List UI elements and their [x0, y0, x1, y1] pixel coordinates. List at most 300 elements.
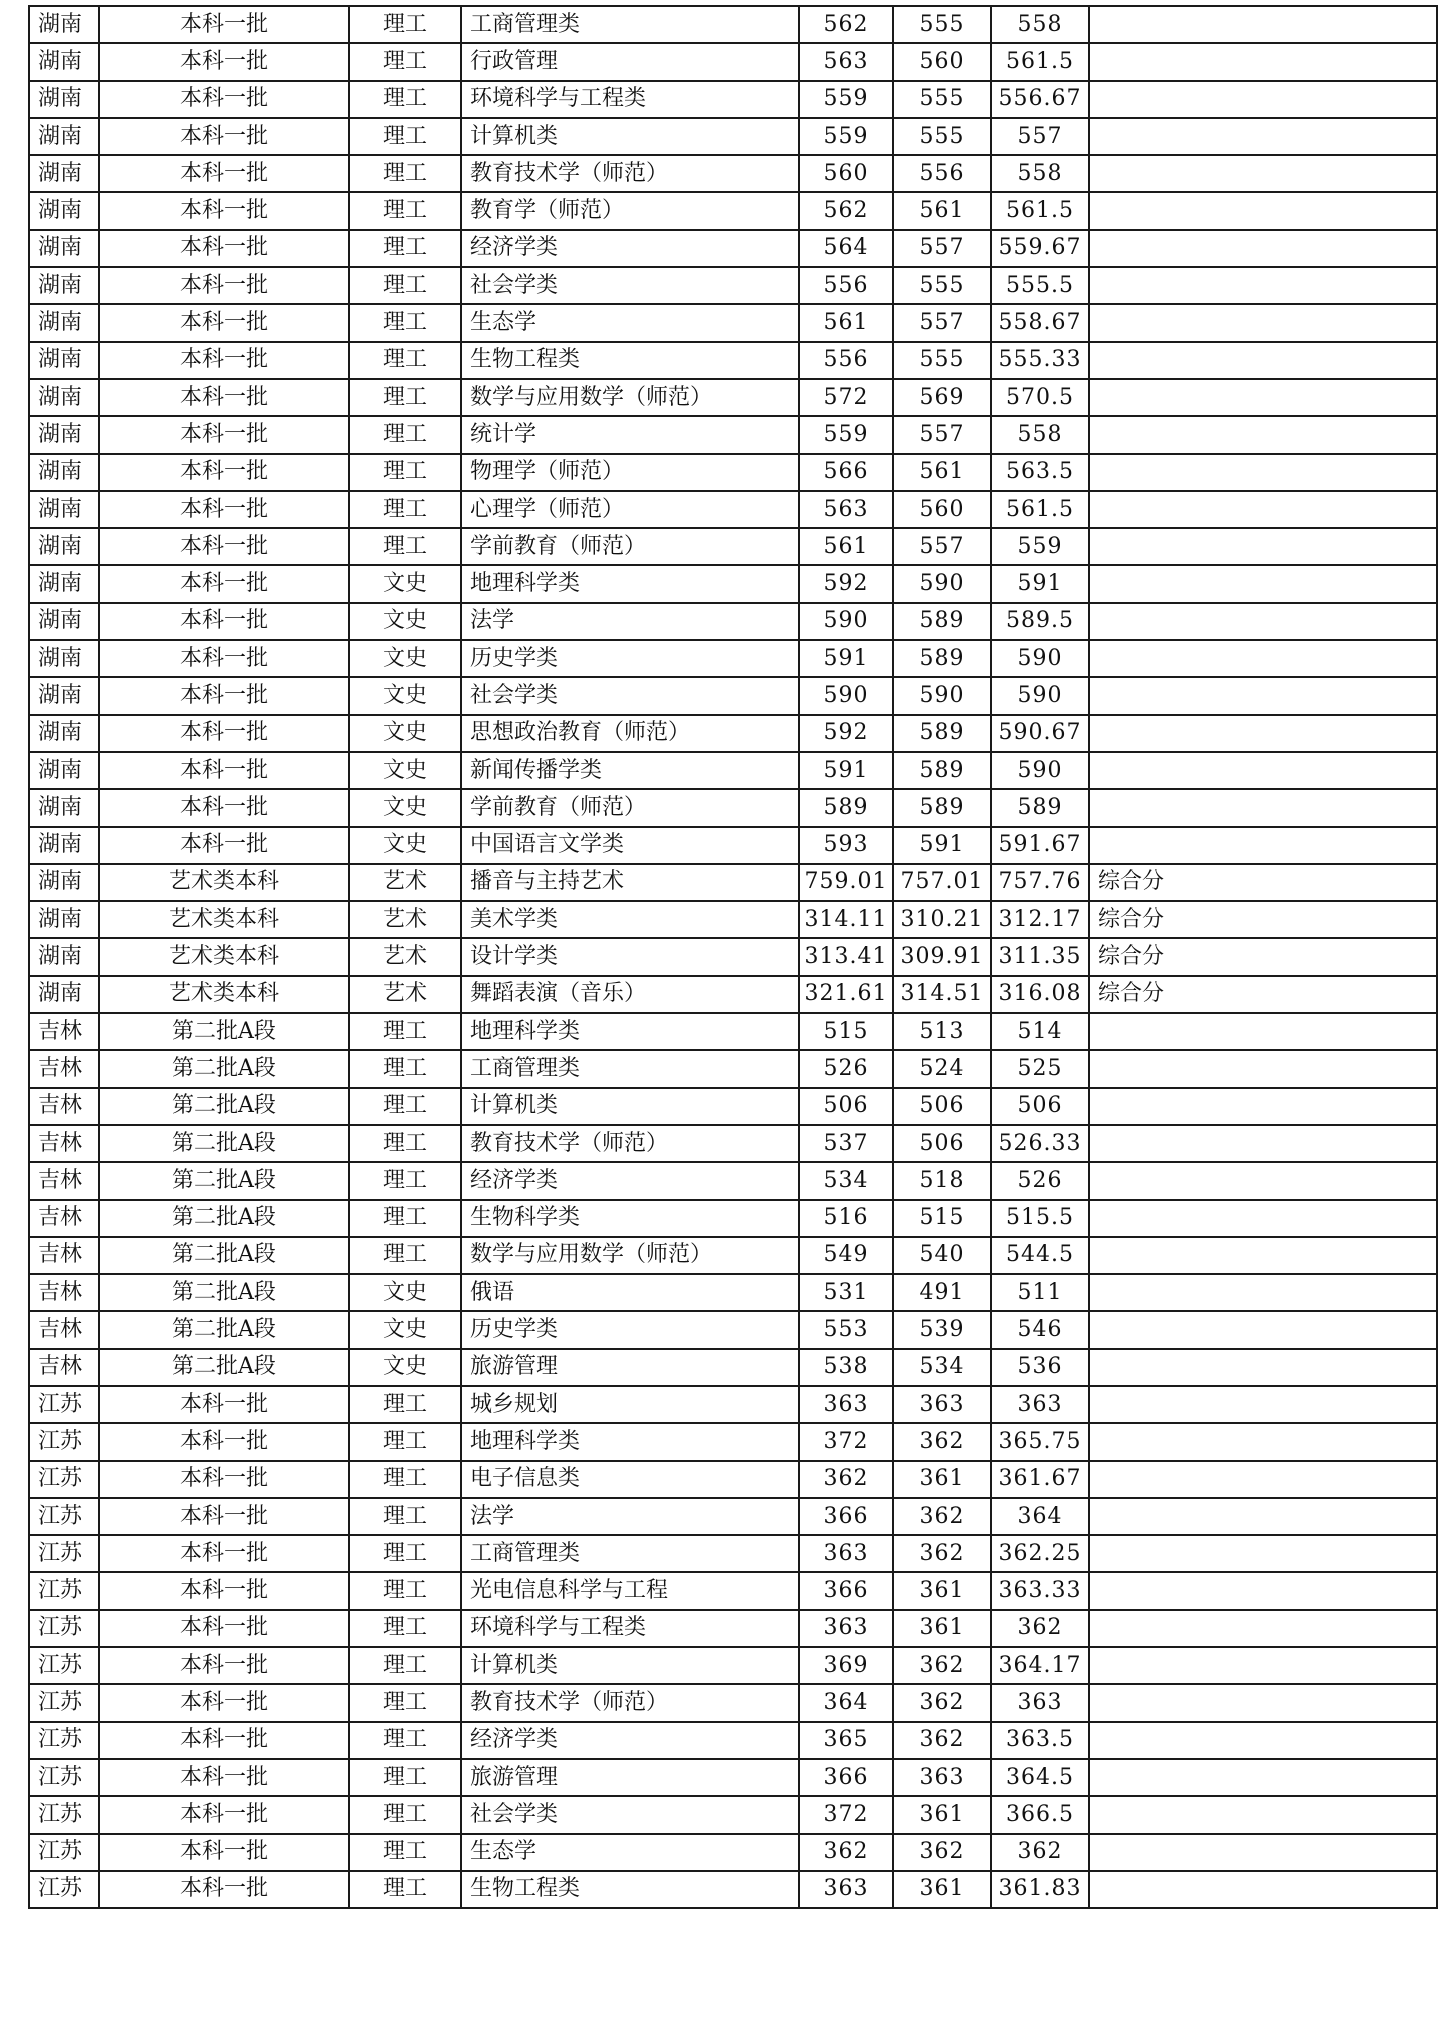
min-score-cell: 590 [893, 565, 991, 602]
avg-score-cell: 312.17 [991, 901, 1089, 938]
note-cell [1089, 155, 1437, 192]
note-cell [1089, 454, 1437, 491]
note-cell [1089, 416, 1437, 453]
max-score-cell: 564 [799, 230, 893, 267]
table-row [29, 528, 1437, 565]
category-cell: 理工 [349, 81, 461, 118]
max-score-cell: 362 [799, 1834, 893, 1871]
min-score-cell: 589 [893, 789, 991, 826]
batch-cell: 艺术类本科 [99, 901, 349, 938]
batch-cell: 本科一批 [99, 342, 349, 379]
table-row [29, 1498, 1437, 1535]
note-cell [1089, 342, 1437, 379]
major-cell: 环境科学与工程类 [461, 81, 799, 118]
avg-score-cell: 589.5 [991, 603, 1089, 640]
max-score-cell: 363 [799, 1610, 893, 1647]
table-row [29, 864, 1437, 901]
major-cell: 教育技术学（师范） [461, 1125, 799, 1162]
avg-score-cell: 558.67 [991, 304, 1089, 341]
category-cell: 理工 [349, 192, 461, 229]
province-cell: 吉林 [29, 1311, 99, 1348]
province-cell: 湖南 [29, 640, 99, 677]
avg-score-cell: 558 [991, 155, 1089, 192]
note-cell [1089, 640, 1437, 677]
avg-score-cell: 363.33 [991, 1572, 1089, 1609]
max-score-cell: 562 [799, 192, 893, 229]
category-cell: 理工 [349, 1088, 461, 1125]
category-cell: 理工 [349, 379, 461, 416]
category-cell: 理工 [349, 528, 461, 565]
note-cell [1089, 1871, 1437, 1908]
province-cell: 湖南 [29, 976, 99, 1013]
avg-score-cell: 590 [991, 752, 1089, 789]
max-score-cell: 590 [799, 603, 893, 640]
category-cell: 理工 [349, 1722, 461, 1759]
max-score-cell: 563 [799, 43, 893, 80]
min-score-cell: 363 [893, 1386, 991, 1423]
category-cell: 文史 [349, 789, 461, 826]
max-score-cell: 314.11 [799, 901, 893, 938]
province-cell: 江苏 [29, 1759, 99, 1796]
table-row [29, 1050, 1437, 1087]
min-score-cell: 362 [893, 1647, 991, 1684]
max-score-cell: 556 [799, 342, 893, 379]
note-cell: 综合分 [1089, 938, 1437, 975]
note-cell [1089, 565, 1437, 602]
table-row [29, 6, 1437, 43]
category-cell: 文史 [349, 565, 461, 602]
max-score-cell: 363 [799, 1535, 893, 1572]
batch-cell: 本科一批 [99, 416, 349, 453]
avg-score-cell: 364 [991, 1498, 1089, 1535]
max-score-cell: 534 [799, 1162, 893, 1199]
note-cell [1089, 1647, 1437, 1684]
major-cell: 地理科学类 [461, 1423, 799, 1460]
min-score-cell: 560 [893, 491, 991, 528]
province-cell: 江苏 [29, 1461, 99, 1498]
note-cell [1089, 1386, 1437, 1423]
avg-score-cell: 544.5 [991, 1237, 1089, 1274]
note-cell [1089, 1572, 1437, 1609]
max-score-cell: 366 [799, 1572, 893, 1609]
province-cell: 湖南 [29, 342, 99, 379]
batch-cell: 本科一批 [99, 1423, 349, 1460]
table-row [29, 118, 1437, 155]
max-score-cell: 559 [799, 416, 893, 453]
major-cell: 经济学类 [461, 1722, 799, 1759]
min-score-cell: 589 [893, 640, 991, 677]
min-score-cell: 757.01 [893, 864, 991, 901]
province-cell: 江苏 [29, 1684, 99, 1721]
note-cell [1089, 1722, 1437, 1759]
batch-cell: 第二批A段 [99, 1200, 349, 1237]
avg-score-cell: 559.67 [991, 230, 1089, 267]
category-cell: 艺术 [349, 901, 461, 938]
province-cell: 湖南 [29, 603, 99, 640]
min-score-cell: 540 [893, 1237, 991, 1274]
major-cell: 教育学（师范） [461, 192, 799, 229]
batch-cell: 本科一批 [99, 81, 349, 118]
province-cell: 湖南 [29, 155, 99, 192]
batch-cell: 艺术类本科 [99, 938, 349, 975]
major-cell: 法学 [461, 603, 799, 640]
min-score-cell: 361 [893, 1796, 991, 1833]
table-row [29, 677, 1437, 714]
note-cell [1089, 379, 1437, 416]
min-score-cell: 362 [893, 1684, 991, 1721]
category-cell: 理工 [349, 1684, 461, 1721]
min-score-cell: 560 [893, 43, 991, 80]
batch-cell: 第二批A段 [99, 1125, 349, 1162]
min-score-cell: 491 [893, 1274, 991, 1311]
table-row [29, 1274, 1437, 1311]
min-score-cell: 362 [893, 1834, 991, 1871]
batch-cell: 本科一批 [99, 491, 349, 528]
max-score-cell: 362 [799, 1461, 893, 1498]
avg-score-cell: 557 [991, 118, 1089, 155]
max-score-cell: 506 [799, 1088, 893, 1125]
batch-cell: 本科一批 [99, 1684, 349, 1721]
min-score-cell: 314.51 [893, 976, 991, 1013]
batch-cell: 本科一批 [99, 528, 349, 565]
category-cell: 理工 [349, 1013, 461, 1050]
min-score-cell: 362 [893, 1722, 991, 1759]
province-cell: 湖南 [29, 789, 99, 826]
major-cell: 旅游管理 [461, 1349, 799, 1386]
province-cell: 湖南 [29, 677, 99, 714]
table-row [29, 1610, 1437, 1647]
table-row [29, 267, 1437, 304]
province-cell: 湖南 [29, 267, 99, 304]
min-score-cell: 555 [893, 6, 991, 43]
category-cell: 理工 [349, 1834, 461, 1871]
province-cell: 江苏 [29, 1610, 99, 1647]
batch-cell: 第二批A段 [99, 1050, 349, 1087]
table-row [29, 1535, 1437, 1572]
table-row [29, 304, 1437, 341]
major-cell: 生物科学类 [461, 1200, 799, 1237]
avg-score-cell: 561.5 [991, 491, 1089, 528]
province-cell: 湖南 [29, 43, 99, 80]
batch-cell: 本科一批 [99, 118, 349, 155]
batch-cell: 本科一批 [99, 1498, 349, 1535]
batch-cell: 本科一批 [99, 1834, 349, 1871]
min-score-cell: 555 [893, 267, 991, 304]
batch-cell: 本科一批 [99, 379, 349, 416]
min-score-cell: 557 [893, 416, 991, 453]
min-score-cell: 362 [893, 1498, 991, 1535]
note-cell [1089, 118, 1437, 155]
max-score-cell: 366 [799, 1759, 893, 1796]
table-row [29, 976, 1437, 1013]
batch-cell: 本科一批 [99, 1759, 349, 1796]
category-cell: 理工 [349, 1162, 461, 1199]
table-row [29, 1423, 1437, 1460]
table-row [29, 1311, 1437, 1348]
batch-cell: 本科一批 [99, 1610, 349, 1647]
max-score-cell: 549 [799, 1237, 893, 1274]
category-cell: 文史 [349, 715, 461, 752]
avg-score-cell: 558 [991, 6, 1089, 43]
category-cell: 艺术 [349, 864, 461, 901]
province-cell: 湖南 [29, 752, 99, 789]
table-body [29, 6, 1437, 1908]
table-row [29, 1572, 1437, 1609]
note-cell [1089, 789, 1437, 826]
note-cell [1089, 603, 1437, 640]
note-cell [1089, 715, 1437, 752]
category-cell: 理工 [349, 1461, 461, 1498]
min-score-cell: 556 [893, 155, 991, 192]
table-row [29, 1759, 1437, 1796]
category-cell: 文史 [349, 1274, 461, 1311]
max-score-cell: 516 [799, 1200, 893, 1237]
min-score-cell: 569 [893, 379, 991, 416]
avg-score-cell: 555.33 [991, 342, 1089, 379]
major-cell: 教育技术学（师范） [461, 1684, 799, 1721]
major-cell: 计算机类 [461, 118, 799, 155]
category-cell: 理工 [349, 230, 461, 267]
category-cell: 理工 [349, 416, 461, 453]
max-score-cell: 556 [799, 267, 893, 304]
max-score-cell: 515 [799, 1013, 893, 1050]
max-score-cell: 759.01 [799, 864, 893, 901]
note-cell [1089, 1311, 1437, 1348]
batch-cell: 第二批A段 [99, 1274, 349, 1311]
min-score-cell: 506 [893, 1125, 991, 1162]
category-cell: 艺术 [349, 976, 461, 1013]
major-cell: 思想政治教育（师范） [461, 715, 799, 752]
category-cell: 理工 [349, 342, 461, 379]
max-score-cell: 366 [799, 1498, 893, 1535]
table-row [29, 565, 1437, 602]
province-cell: 湖南 [29, 416, 99, 453]
avg-score-cell: 363 [991, 1684, 1089, 1721]
major-cell: 统计学 [461, 416, 799, 453]
batch-cell: 本科一批 [99, 1461, 349, 1498]
batch-cell: 本科一批 [99, 6, 349, 43]
category-cell: 文史 [349, 640, 461, 677]
major-cell: 工商管理类 [461, 6, 799, 43]
avg-score-cell: 514 [991, 1013, 1089, 1050]
category-cell: 理工 [349, 1200, 461, 1237]
avg-score-cell: 555.5 [991, 267, 1089, 304]
note-cell: 综合分 [1089, 864, 1437, 901]
note-cell [1089, 1349, 1437, 1386]
avg-score-cell: 511 [991, 1274, 1089, 1311]
category-cell: 文史 [349, 827, 461, 864]
min-score-cell: 518 [893, 1162, 991, 1199]
avg-score-cell: 311.35 [991, 938, 1089, 975]
min-score-cell: 361 [893, 1572, 991, 1609]
table-row [29, 901, 1437, 938]
major-cell: 法学 [461, 1498, 799, 1535]
category-cell: 理工 [349, 267, 461, 304]
table-row [29, 230, 1437, 267]
province-cell: 江苏 [29, 1498, 99, 1535]
min-score-cell: 362 [893, 1535, 991, 1572]
batch-cell: 本科一批 [99, 603, 349, 640]
note-cell [1089, 1088, 1437, 1125]
avg-score-cell: 361.67 [991, 1461, 1089, 1498]
major-cell: 舞蹈表演（音乐） [461, 976, 799, 1013]
note-cell [1089, 827, 1437, 864]
table-row [29, 43, 1437, 80]
province-cell: 江苏 [29, 1572, 99, 1609]
category-cell: 文史 [349, 752, 461, 789]
max-score-cell: 537 [799, 1125, 893, 1162]
note-cell [1089, 230, 1437, 267]
note-cell [1089, 81, 1437, 118]
max-score-cell: 562 [799, 6, 893, 43]
table-row [29, 491, 1437, 528]
table-row [29, 938, 1437, 975]
avg-score-cell: 561.5 [991, 192, 1089, 229]
note-cell: 综合分 [1089, 901, 1437, 938]
batch-cell: 本科一批 [99, 43, 349, 80]
note-cell [1089, 304, 1437, 341]
batch-cell: 第二批A段 [99, 1013, 349, 1050]
min-score-cell: 524 [893, 1050, 991, 1087]
table-row [29, 752, 1437, 789]
table-row [29, 155, 1437, 192]
province-cell: 吉林 [29, 1162, 99, 1199]
avg-score-cell: 570.5 [991, 379, 1089, 416]
province-cell: 江苏 [29, 1423, 99, 1460]
min-score-cell: 557 [893, 304, 991, 341]
max-score-cell: 363 [799, 1386, 893, 1423]
batch-cell: 本科一批 [99, 304, 349, 341]
batch-cell: 本科一批 [99, 155, 349, 192]
note-cell [1089, 1274, 1437, 1311]
avg-score-cell: 590.67 [991, 715, 1089, 752]
max-score-cell: 593 [799, 827, 893, 864]
province-cell: 吉林 [29, 1200, 99, 1237]
avg-score-cell: 526.33 [991, 1125, 1089, 1162]
note-cell [1089, 1834, 1437, 1871]
category-cell: 文史 [349, 1349, 461, 1386]
province-cell: 吉林 [29, 1088, 99, 1125]
note-cell [1089, 1796, 1437, 1833]
batch-cell: 第二批A段 [99, 1237, 349, 1274]
province-cell: 吉林 [29, 1349, 99, 1386]
province-cell: 湖南 [29, 454, 99, 491]
major-cell: 城乡规划 [461, 1386, 799, 1423]
category-cell: 理工 [349, 304, 461, 341]
category-cell: 文史 [349, 677, 461, 714]
min-score-cell: 561 [893, 192, 991, 229]
note-cell [1089, 267, 1437, 304]
major-cell: 数学与应用数学（师范） [461, 379, 799, 416]
avg-score-cell: 526 [991, 1162, 1089, 1199]
major-cell: 行政管理 [461, 43, 799, 80]
batch-cell: 本科一批 [99, 677, 349, 714]
major-cell: 经济学类 [461, 1162, 799, 1199]
table-row [29, 603, 1437, 640]
table-row [29, 342, 1437, 379]
province-cell: 江苏 [29, 1535, 99, 1572]
batch-cell: 艺术类本科 [99, 976, 349, 1013]
province-cell: 吉林 [29, 1274, 99, 1311]
min-score-cell: 361 [893, 1610, 991, 1647]
note-cell [1089, 6, 1437, 43]
category-cell: 理工 [349, 1237, 461, 1274]
max-score-cell: 559 [799, 81, 893, 118]
note-cell [1089, 1535, 1437, 1572]
major-cell: 学前教育（师范） [461, 528, 799, 565]
province-cell: 湖南 [29, 565, 99, 602]
min-score-cell: 513 [893, 1013, 991, 1050]
batch-cell: 本科一批 [99, 1535, 349, 1572]
batch-cell: 本科一批 [99, 640, 349, 677]
category-cell: 理工 [349, 1647, 461, 1684]
category-cell: 理工 [349, 1050, 461, 1087]
avg-score-cell: 362 [991, 1834, 1089, 1871]
max-score-cell: 538 [799, 1349, 893, 1386]
table-row [29, 81, 1437, 118]
batch-cell: 本科一批 [99, 752, 349, 789]
major-cell: 俄语 [461, 1274, 799, 1311]
major-cell: 计算机类 [461, 1647, 799, 1684]
max-score-cell: 553 [799, 1311, 893, 1348]
max-score-cell: 561 [799, 528, 893, 565]
province-cell: 湖南 [29, 6, 99, 43]
note-cell [1089, 1498, 1437, 1535]
batch-cell: 本科一批 [99, 715, 349, 752]
province-cell: 湖南 [29, 827, 99, 864]
min-score-cell: 589 [893, 752, 991, 789]
table-row [29, 715, 1437, 752]
major-cell: 生物工程类 [461, 1871, 799, 1908]
category-cell: 理工 [349, 43, 461, 80]
min-score-cell: 362 [893, 1423, 991, 1460]
category-cell: 理工 [349, 1610, 461, 1647]
table-row [29, 1871, 1437, 1908]
min-score-cell: 555 [893, 118, 991, 155]
batch-cell: 艺术类本科 [99, 864, 349, 901]
batch-cell: 第二批A段 [99, 1349, 349, 1386]
avg-score-cell: 364.17 [991, 1647, 1089, 1684]
avg-score-cell: 316.08 [991, 976, 1089, 1013]
batch-cell: 本科一批 [99, 1871, 349, 1908]
note-cell [1089, 491, 1437, 528]
province-cell: 湖南 [29, 938, 99, 975]
province-cell: 湖南 [29, 118, 99, 155]
province-cell: 湖南 [29, 230, 99, 267]
major-cell: 历史学类 [461, 640, 799, 677]
major-cell: 社会学类 [461, 267, 799, 304]
note-cell [1089, 1162, 1437, 1199]
max-score-cell: 592 [799, 715, 893, 752]
min-score-cell: 515 [893, 1200, 991, 1237]
min-score-cell: 555 [893, 342, 991, 379]
note-cell [1089, 1610, 1437, 1647]
table-row [29, 1386, 1437, 1423]
note-cell [1089, 1237, 1437, 1274]
province-cell: 湖南 [29, 901, 99, 938]
note-cell [1089, 192, 1437, 229]
min-score-cell: 506 [893, 1088, 991, 1125]
table-row [29, 1684, 1437, 1721]
avg-score-cell: 561.5 [991, 43, 1089, 80]
min-score-cell: 534 [893, 1349, 991, 1386]
major-cell: 经济学类 [461, 230, 799, 267]
max-score-cell: 369 [799, 1647, 893, 1684]
avg-score-cell: 558 [991, 416, 1089, 453]
avg-score-cell: 506 [991, 1088, 1089, 1125]
avg-score-cell: 362 [991, 1610, 1089, 1647]
category-cell: 理工 [349, 1572, 461, 1609]
